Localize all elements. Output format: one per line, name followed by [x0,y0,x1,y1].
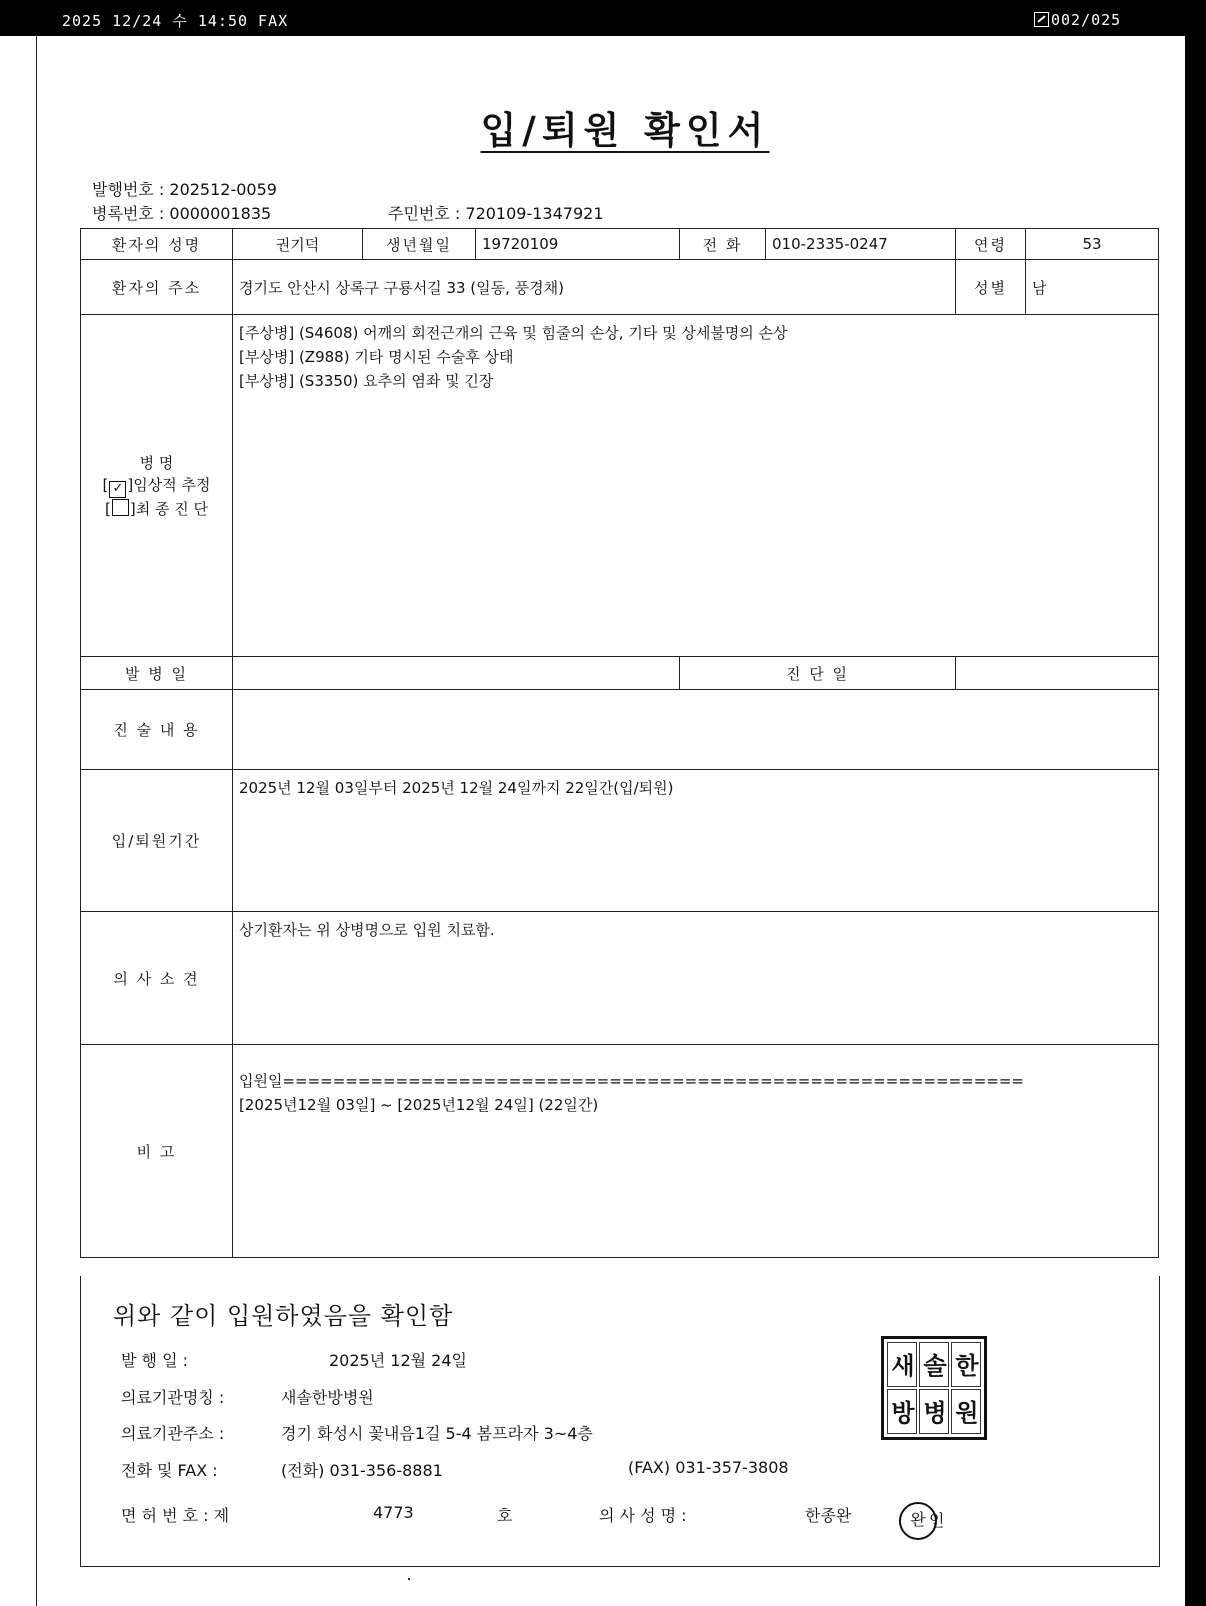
seal-suffix: 인 [929,1511,945,1530]
issue-date: 2025년 12월 24일 [329,1351,467,1370]
stamp-char: 새 [887,1342,917,1387]
fax-icon [1034,12,1049,27]
remarks-row [81,1045,1159,1258]
sex-label: 성별 [956,260,1026,315]
hospital-stamp-icon [881,1336,987,1440]
patient-name-label: 환자의 성명 [81,229,233,260]
license-label: 면 허 번 호 : 제 [121,1506,230,1525]
institution-address: 경기 화성시 꽃내음1길 5-4 봄프라자 3~4층 [281,1424,593,1443]
diagnosis-date [956,657,1159,690]
scan-left-rule [36,36,37,1606]
document-title-text: 입/퇴원 확인서 [480,109,770,152]
certificate-table [80,228,1159,1258]
address: 경기도 안산시 상록구 구룡서길 33 (일동, 풍경채) [233,260,956,315]
remarks-line-1: 입원일=========================================================== [239,1072,1025,1090]
opinion-value: 상기환자는 위 상병명으로 입원 치료함. [233,912,1159,1045]
issue-date-label: 발 행 일 : [121,1351,189,1370]
fax: (FAX) 031-357-3808 [628,1458,789,1477]
resident-number: 주민번호 : 720109-1347921 [388,204,604,223]
patient-name-row [81,229,1159,260]
registration-number: 병록번호 : 0000001835 [92,204,272,223]
remarks-content [233,1045,1159,1258]
diagnosis-date-label: 진 단 일 [680,657,956,690]
address-label: 환자의 주소 [81,260,233,315]
phone-label: 전 화 [680,229,766,260]
onset-date [233,657,680,690]
diagnosis-sub-1: [부상병] (Z988) 기타 명시된 수술후 상태 [239,348,514,366]
period-label: 입/퇴원기간 [81,770,233,912]
remarks-line-2: [2025년12월 03일] ~ [2025년12월 24일] (22일간) [239,1096,599,1114]
fax-header [0,0,1206,36]
diagnosis-sub-2: [부상병] (S3350) 요추의 염좌 및 긴장 [239,372,494,390]
final-diagnosis-option: [ ]최 종 진 단 [105,499,208,518]
doctor-seal-icon: 완 [899,1502,937,1540]
telephone: (전화) 031-356-8881 [281,1461,443,1480]
diagnosis-main: [주상병] (S4608) 어깨의 회전근개의 근육 및 힘줄의 손상, 기타 및 상세불명의 손상 [239,324,788,342]
clinical-estimate-option: [ ✓ ]임상적 추정 [102,475,211,496]
surgery-row [81,690,1159,770]
doctor-name-label: 의 사 성 명 : [599,1506,687,1525]
onset-label: 발 병 일 [81,657,233,690]
period-row [81,770,1159,912]
scan-speck [408,1578,410,1580]
stamp-char: 원 [951,1389,981,1434]
issue-number: 발행번호 : 202512-0059 [92,180,277,199]
phone: 010-2335-0247 [766,229,956,260]
clinical-estimate-label: 임상적 추정 [133,475,211,494]
patient-address-row [81,260,1159,315]
clinical-estimate-checkbox: ✓ [109,481,126,498]
institution-address-label: 의료기관주소 : [121,1424,225,1443]
diagnosis-row [81,315,1159,657]
footer-section [80,1276,1160,1567]
stamp-char: 한 [951,1342,981,1387]
confirmation-statement: 위와 같이 입원하였음을 확인함 [113,1302,454,1330]
diagnosis-label: 병 명 [139,453,174,472]
doctor-name: 한종완 [805,1506,852,1525]
diagnosis-label-cell [81,315,233,657]
stamp-char: 병 [919,1389,949,1434]
tel-fax-label: 전화 및 FAX : [121,1461,218,1480]
fax-timestamp: 2025 12/24 수 14:50 FAX [62,12,289,30]
final-diagnosis-checkbox [112,499,129,516]
age: 53 [1026,229,1159,260]
diagnosis-list [233,315,1159,657]
stamp-char: 솔 [919,1342,949,1387]
license-number: 4773 [373,1503,414,1522]
final-diagnosis-label: 최 종 진 단 [135,499,208,518]
birth-date-label: 생년월일 [363,229,476,260]
sex: 남 [1026,260,1159,315]
remarks-label: 비 고 [81,1045,233,1258]
period-value: 2025년 12월 03일부터 2025년 12월 24일까지 22일간(입/퇴원) [233,770,1159,912]
fax-page-number: 002/025 [1051,11,1122,29]
scan-edge [1185,0,1206,1606]
fax-page-counter [1034,10,1121,29]
opinion-row [81,912,1159,1045]
surgery-content [233,690,1159,770]
opinion-label: 의 사 소 견 [81,912,233,1045]
institution-name-label: 의료기관명칭 : [121,1388,225,1407]
license-suffix: 호 [497,1506,513,1525]
patient-name: 권기덕 [233,229,363,260]
stamp-char: 방 [887,1389,917,1434]
onset-row [81,657,1159,690]
document-title [0,100,1206,154]
birth-date: 19720109 [476,229,680,260]
institution-name: 새솔한방병원 [281,1388,374,1407]
surgery-label: 진 술 내 용 [81,690,233,770]
age-label: 연령 [956,229,1026,260]
